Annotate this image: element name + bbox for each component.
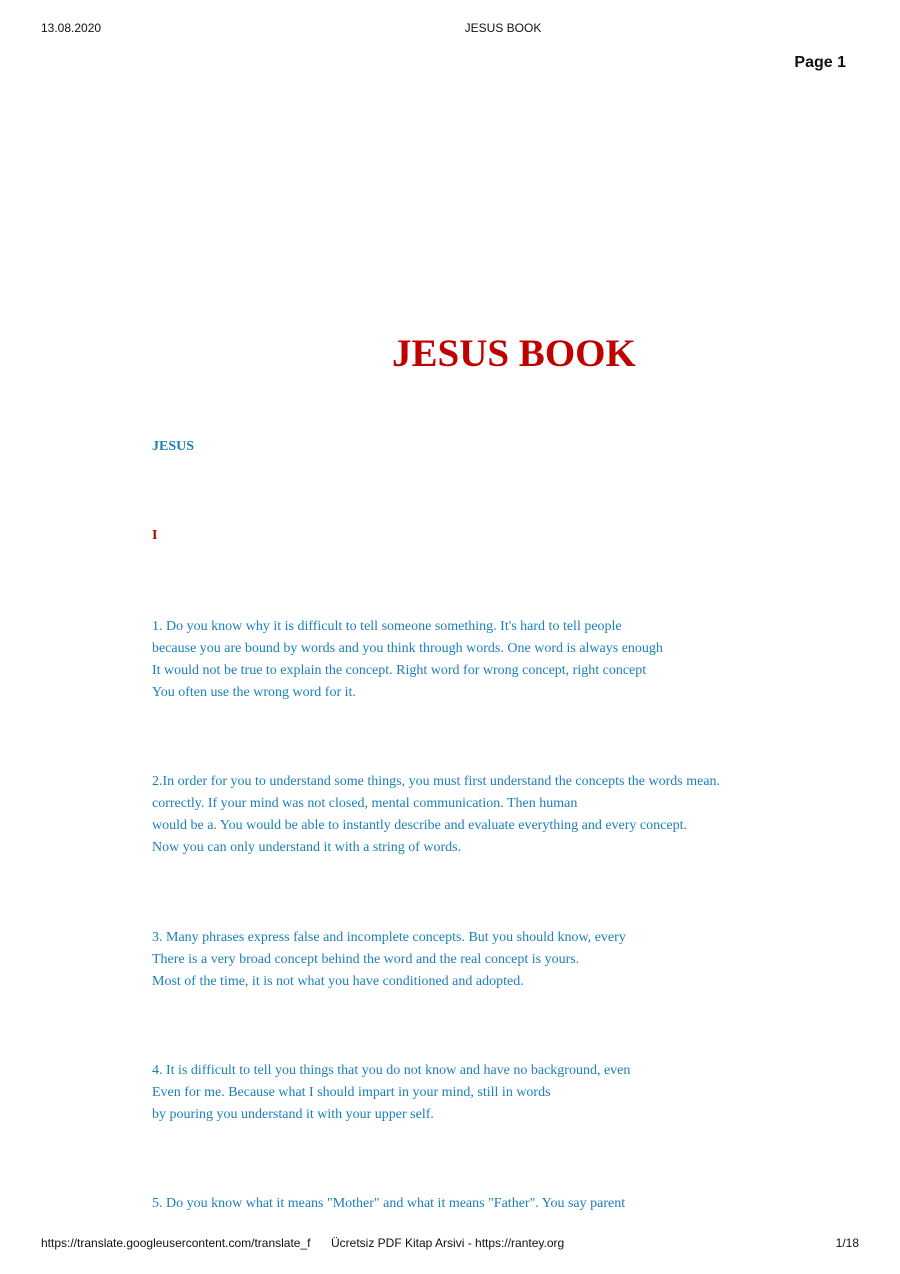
paragraph-5 [152,1193,625,1215]
paragraph-line: 5. Do you know what it means "Mother" and what it means "Father". You say parent [152,1196,626,1211]
footer-url: https://translate.googleusercontent.com/translate_f [41,1236,311,1250]
paragraph-line: Most of the time, it is not what you have conditioned and adopted. [152,974,524,989]
paragraph-line: Even for me. Because what I should impart in your mind, still in words [152,1085,551,1100]
header-date: 13.08.2020 [41,21,102,35]
paragraph-2 [152,771,720,859]
header-title: JESUS BOOK [464,21,542,35]
footer-page-count: 1/18 [835,1236,859,1250]
paragraph-line: 1. Do you know why it is difficult to tell someone something. It's hard to tell people [152,619,622,634]
paragraph-line: You often use the wrong word for it. [152,685,356,700]
paragraph-line: There is a very broad concept behind the word and the real concept is yours. [152,952,580,967]
paragraph-4 [152,1060,630,1126]
paragraph-line: Now you can only understand it with a string of words. [152,840,462,855]
book-title: JESUS BOOK [392,332,636,375]
paragraph-line: by pouring you understand it with your upper self. [152,1107,434,1122]
paragraph-1 [152,616,663,704]
page-label: Page 1 [794,54,846,71]
paragraph-3 [152,927,626,993]
chapter-number: I [152,528,158,543]
paragraph-line: correctly. If your mind was not closed, mental communication. Then human [152,796,578,811]
paragraph-line: would be a. You would be able to instantly describe and evaluate everything and every concept. [152,818,687,833]
section-label: JESUS [152,439,195,454]
paragraph-line: 4. It is difficult to tell you things that you do not know and have no background, even [152,1063,631,1078]
paragraph-line: It would not be true to explain the concept. Right word for wrong concept, right concept [152,663,647,678]
footer-archive-credit: Ücretsiz PDF Kitap Arsivi - https://rantey.org [331,1236,565,1250]
paragraph-line: 3. Many phrases express false and incomplete concepts. But you should know, every [152,930,626,945]
paragraph-line: because you are bound by words and you think through words. One word is always enough [152,641,663,656]
paragraph-line: 2.In order for you to understand some things, you must first understand the concepts the words mean. [152,774,721,789]
